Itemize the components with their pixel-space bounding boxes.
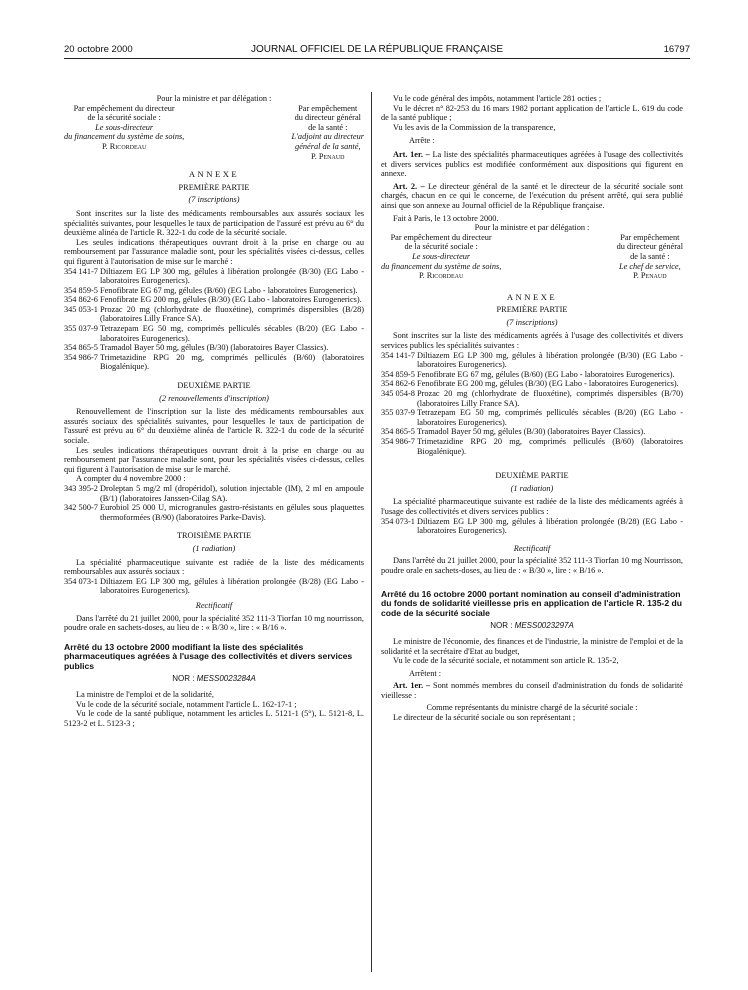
cip-code: 354 141-7	[64, 266, 98, 276]
signatory-name: P. Ricordeau	[101, 141, 147, 151]
list-item	[381, 379, 683, 389]
signature-line: Par empêchement	[298, 103, 358, 113]
drug-text: Prozac 20 mg (chlorhydrate de fluoxétine), comprimés dispersibles (B/28) (laboratoires Lilly France SA).	[100, 304, 364, 324]
paragraph: Les seules indications thérapeutiques ouvrant droit à la prise en charge ou au remboursement par l'assurance maladie sont, pour les spécialités visées ci-dessus, celles qui figurent à l'autorisation de mise sur le marché.	[64, 445, 364, 474]
drug-text: Fenofibrate EG 200 mg, gélules (B/30) (EG Labo - laboratoires Eurogenerics).	[417, 379, 679, 389]
part-heading: DEUXIÈME PARTIE	[177, 381, 251, 391]
list-item	[64, 343, 364, 353]
signature-line: du financement du système de soins,	[64, 132, 185, 142]
paragraph: Vu le code de la santé publique, notamment les articles L. 5121-1 (5°), L. 5121-8, L. 5123-2 et L. 5123-3 ;	[64, 709, 364, 728]
part-heading: PREMIÈRE PARTIE	[496, 305, 568, 315]
drug-list	[381, 351, 683, 457]
drug-text: Tramadol Bayer 50 mg, gélules (B/30) (laboratoires Bayer Classics).	[417, 427, 646, 437]
header-date: 20 octobre 2000	[64, 44, 133, 55]
part-subheading: (2 renouvellements d'inscription)	[159, 393, 269, 403]
cip-code: 354 865-5	[381, 427, 415, 437]
drug-text: Diltiazem EG LP 300 mg, gélules à libération prolongée (B/30) (EG Labo - laboratoires Eurogenerics).	[100, 266, 364, 286]
arrete-title: Arrêté du 16 octobre 2000 portant nomination au conseil d'administration du fonds de solidarité vieillesse pris en application de l'article R. 135-2 du code de la sécurité sociale	[381, 588, 683, 618]
signatory-name: P. Penaud	[633, 271, 667, 281]
article-1	[381, 150, 683, 179]
cip-code: 355 037-9	[381, 408, 415, 418]
drug-text: Fenofibrate EG 200 mg, gélules (B/30) (EG Labo - laboratoires Eurogenerics).	[100, 295, 362, 305]
drug-text: Diltiazem EG LP 300 mg, gélules à libération prolongée (B/30) (EG Labo - laboratoires Eurogenerics).	[417, 350, 683, 370]
signature-line: du directeur général	[616, 242, 683, 252]
paragraph: Vu le décret n° 82-253 du 16 mars 1982 portant application de l'article L. 619 du code de la santé publique ;	[381, 103, 683, 123]
list-item	[64, 484, 364, 503]
article-1	[381, 681, 683, 700]
list-item	[381, 351, 683, 370]
paragraph: Vu les avis de la Commission de la transparence,	[393, 122, 556, 132]
signature-line: Le sous-directeur	[95, 122, 154, 132]
rectificatif-heading: Rectificatif	[513, 543, 551, 553]
signature-line: général de la santé,	[295, 141, 361, 151]
nor-reference	[64, 674, 364, 684]
signature-right	[617, 233, 683, 281]
article-label: Art. 1er. –	[393, 681, 431, 691]
paragraph: Dans l'arrêté du 21 juillet 2000, pour la spécialité 352 111-3 Tiorfan 10 mg Nourrisson, poudre orale en sachets-doses, au lieu de : « B/30 », lire : « B/16 ».	[381, 556, 683, 575]
drug-text: Eurobiol 25 000 U, microgranules gastro-résistants en gélules sous plaquettes thermoformées (B/90) (laboratoires Parke-Davis).	[100, 503, 364, 522]
list-item	[381, 389, 683, 408]
nor-code: MESS0023284A	[196, 674, 256, 684]
cip-code: 354 073-1	[381, 516, 415, 526]
paragraph: Vu le code de la sécurité sociale, notamment l'article L. 162-17-1 ;	[76, 699, 297, 709]
cip-code: 345 054-8	[381, 389, 415, 399]
signature-line: de la sécurité sociale :	[87, 113, 161, 123]
rectificatif-heading: Rectificatif	[195, 600, 233, 610]
right-column	[381, 94, 683, 723]
list-item	[64, 577, 364, 596]
header-page-number: 16797	[663, 44, 690, 55]
list-item	[381, 427, 683, 437]
header-journal-title: JOURNAL OFFICIEL DE LA RÉPUBLIQUE FRANÇAISE	[250, 44, 504, 55]
cip-code: 354 859-5	[381, 369, 415, 379]
part-subheading: (7 inscriptions)	[506, 317, 558, 327]
signature-line: de la santé :	[630, 251, 670, 261]
paragraph: La ministre de l'emploi et de la solidarité,	[76, 690, 214, 700]
signature-left	[64, 104, 184, 162]
article-2	[381, 182, 683, 211]
cip-code: 342 500-7	[64, 503, 98, 513]
drug-text: Tetrazepam EG 50 mg, comprimés pelliculés sécables (B/20) (EG Labo - laboratoires Eurogenerics).	[100, 324, 364, 343]
paragraph: A compter du 4 novembre 2000 :	[76, 474, 186, 484]
list-item	[381, 437, 683, 456]
cip-code: 354 865-5	[64, 343, 98, 353]
list-item	[64, 353, 364, 372]
paragraph: La spécialité pharmaceutique suivante est radiée de la liste des médicaments remboursables aux assurés sociaux :	[64, 557, 364, 577]
paragraph: Les seules indications thérapeutiques ouvrant droit à la prise en charge ou au remboursement par l'assurance maladie sont, pour les spécialités visées ci-dessus, celles qui figurent à l'autorisation de mise sur le marché :	[64, 237, 364, 266]
paragraph: La spécialité pharmaceutique suivante est radiée de la liste des médicaments agréés à l'usage des collectivités et divers services publics :	[381, 497, 683, 516]
drug-text: Trimetazidine RPG 20 mg, comprimés pelliculés (B/60) (laboratoires Biogalénique).	[100, 352, 364, 372]
delegation-line: Pour la ministre et par délégation :	[474, 223, 590, 233]
part-subheading: (7 inscriptions)	[188, 195, 240, 205]
article-text: La liste des spécialités pharmaceutiques agréées à l'usage des collectivités et divers services publics est modifiée conformément aux dispositions qui figurent en annexe.	[381, 149, 684, 179]
signature-block	[381, 233, 683, 281]
article-label: Art. 2. –	[393, 181, 425, 191]
list-item	[64, 267, 364, 286]
list-item	[64, 286, 364, 296]
cip-code: 354 986-7	[381, 437, 415, 446]
nor-code: MESS0023297A	[514, 621, 574, 631]
cip-code: 354 859-5	[64, 285, 98, 295]
signature-line: Le sous-directeur	[412, 251, 471, 261]
paragraph: Vu le code général des impôts, notamment l'article 281 octies ;	[393, 94, 602, 103]
cip-code: 345 053-1	[64, 304, 98, 314]
list-item	[381, 517, 683, 536]
part-heading: DEUXIÈME PARTIE	[495, 471, 569, 481]
drug-list	[64, 577, 364, 596]
signature-block	[64, 104, 364, 162]
drug-text: Droleptan 5 mg/2 ml (dropéridol), solution injectable (IM), 2 ml en ampoule (B/1) (laboratoires Janssen-Cilag SA).	[100, 483, 364, 503]
cip-code: 354 986-7	[64, 352, 98, 362]
signatory-name: P. Ricordeau	[418, 271, 464, 281]
paragraph: Vu le code de la sécurité sociale, et notamment son article R. 135-2,	[393, 656, 619, 666]
cip-code: 355 037-9	[64, 324, 98, 334]
drug-text: Diltiazem EG LP 300 mg, gélules à libération prolongée (B/28) (EG Labo - laboratoires Eurogenerics).	[100, 576, 364, 596]
drug-text: Prozac 20 mg (chlorhydrate de fluoxétine), comprimés dispersibles (B/70) (laboratoires Lilly France SA).	[417, 389, 683, 408]
cip-code: 343 395-2	[64, 483, 98, 493]
cip-code: 354 141-7	[381, 350, 415, 360]
arrete-word: Arrête :	[409, 136, 435, 146]
part-heading: PREMIÈRE PARTIE	[178, 182, 250, 192]
drug-text: Trimetazidine RPG 20 mg, comprimés pelliculés (B/60) (laboratoires Biogalénique).	[417, 437, 683, 456]
nor-reference	[381, 621, 683, 631]
article-label: Art. 1er. –	[393, 149, 430, 159]
paragraph: Sont inscrites sur la liste des médicaments agréés à l'usage des collectivités et divers services publics les spécialités suivantes :	[381, 331, 683, 351]
signature-line: L'adjoint au directeur	[291, 132, 364, 142]
signature-line: de la santé :	[308, 122, 348, 132]
cip-code: 354 073-1	[64, 576, 98, 586]
delegation-line: Pour la ministre et par délégation :	[156, 94, 272, 103]
header-rule	[64, 58, 690, 59]
drug-list	[64, 484, 364, 522]
paragraph: Le directeur de la sécurité sociale ou son représentant ;	[393, 713, 576, 723]
drug-text: Tetrazepam EG 50 mg, comprimés pelliculés sécables (B/20) (EG Labo - laboratoires Eurogenerics).	[417, 408, 683, 427]
fait-a-paris: Fait à Paris, le 13 octobre 2000.	[393, 213, 499, 223]
part-subheading: (1 radiation)	[510, 483, 554, 493]
cip-code: 354 862-6	[381, 379, 415, 389]
drug-text: Fenofibrate EG 67 mg, gélules (B/60) (EG Labo - laboratoires Eurogenerics).	[417, 369, 675, 379]
drug-text: Diltiazem EG LP 300 mg, gélules à libération prolongée (B/28) (EG Labo - laboratoires Eurogenerics).	[417, 516, 683, 536]
signature-left	[381, 233, 501, 281]
list-item	[381, 408, 683, 427]
drug-text: Tramadol Bayer 50 mg, gélules (B/30) (laboratoires Bayer Classics).	[100, 343, 329, 353]
signature-line: Le chef de service,	[618, 261, 681, 271]
paragraph: Sont inscrites sur la liste des médicaments remboursables aux assurés sociaux les spécialités suivantes, pour lesquelles le taux de participation de l'assuré est prévu au 6° du deuxième alinéa de l'article R. 322-1 du code de la sécurité sociale.	[64, 208, 364, 238]
drug-list	[381, 517, 683, 536]
annexe-heading: ANNEXE	[506, 291, 558, 302]
list-item	[64, 295, 364, 305]
paragraph: Dans l'arrêté du 21 juillet 2000, pour la spécialité 352 111-3 Tiorfan 10 mg nourrisson, poudre orale en sachets-doses, au lieu de : « B/30 », lire : « B/16 ».	[64, 613, 364, 633]
list-item	[381, 370, 683, 380]
column-divider	[371, 92, 372, 972]
signature-line: Par empêchement du directeur	[390, 232, 492, 242]
signature-line: Par empêchement du directeur	[73, 103, 175, 113]
part-heading: TROISIÈME PARTIE	[176, 531, 252, 541]
annexe-heading: ANNEXE	[188, 169, 240, 180]
signature-line: Par empêchement	[620, 232, 680, 242]
signature-right	[292, 104, 364, 162]
nor-label: NOR :	[490, 621, 513, 631]
list-item	[64, 324, 364, 343]
paragraph: Renouvellement de l'inscription sur la liste des médicaments remboursables aux assurés sociaux des spécialités suivantes, pour lesquelles le taux de participation de l'assuré est prévu au 6° du deuxième alinéa de l'article R. 322-1 du code de la sécurité sociale.	[64, 407, 364, 445]
page-header	[64, 44, 690, 58]
signature-line: du financement du système de soins,	[381, 261, 502, 271]
arrete-title: Arrêté du 13 octobre 2000 modifiant la liste des spécialités pharmaceutiques agréées à l'usage des collectivités et divers services publics	[64, 641, 353, 671]
paragraph: Comme représentants du ministre chargé de la sécurité sociale :	[426, 703, 638, 713]
part-subheading: (1 radiation)	[192, 543, 236, 553]
list-item	[64, 305, 364, 324]
nor-label: NOR :	[172, 674, 195, 684]
left-column	[64, 94, 364, 728]
drug-text: Fenofibrate EG 67 mg, gélules (B/60) (EG Labo - laboratoires Eurogenerics).	[100, 285, 358, 295]
arretent-word: Arrêtent :	[409, 668, 442, 678]
article-text: Sont nommés membres du conseil d'administration du fonds de solidarité vieillesse :	[381, 681, 683, 700]
list-item	[64, 503, 364, 522]
article-text: Le directeur général de la santé et le directeur de la sécurité sociale sont chargés, chacun en ce qui le concerne, de l'exécution du présent arrêté, qui sera publié ainsi que son annexe au Journal officiel de la République française.	[381, 181, 683, 210]
signature-line: du directeur général	[294, 113, 361, 123]
paragraph: Le ministre de l'économie, des finances et de l'industrie, la ministre de l'emploi et de la solidarité et la secrétaire d'Etat au budget,	[381, 636, 683, 656]
signatory-name: P. Penaud	[311, 151, 345, 161]
signature-line: de la sécurité sociale :	[404, 242, 478, 252]
drug-list	[64, 267, 364, 373]
cip-code: 354 862-6	[64, 295, 98, 305]
